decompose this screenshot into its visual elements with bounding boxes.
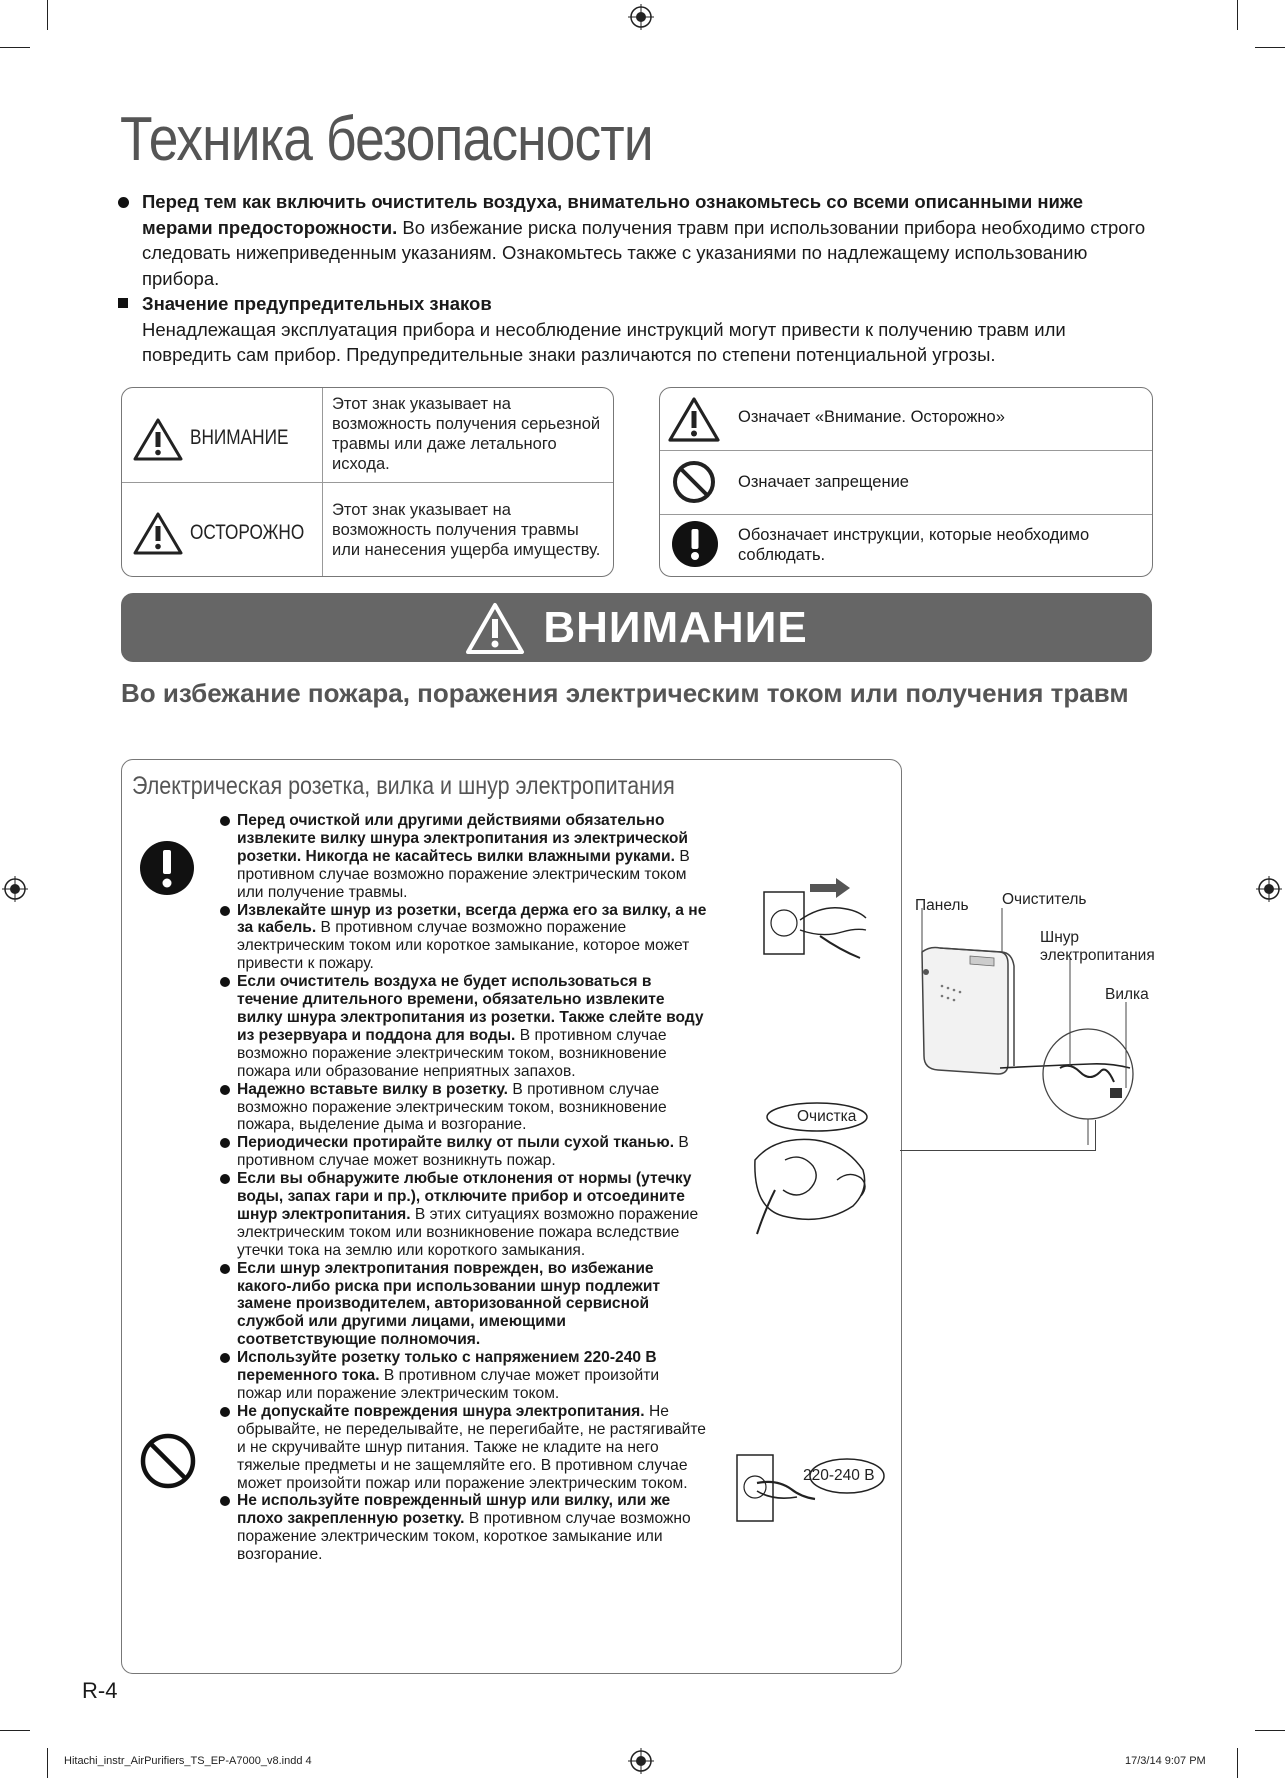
label-panel: Панель [915, 897, 969, 914]
symbol-desc-warning: Означает «Внимание. Осторожно» [738, 408, 1005, 426]
outlet-voltage-illustration [735, 1453, 887, 1525]
warning-triangle-icon [133, 417, 183, 461]
signs-meaning-paragraph [118, 291, 1148, 368]
list-item: Периодически протирайте вилку от пыли сухой тканью. В противном случае может возникнуть пожар. [217, 1134, 707, 1170]
signal-words-table [121, 387, 614, 577]
crop-mark [47, 0, 48, 30]
section-title: Электрическая розетка, вилка и шнур электропитания [132, 772, 675, 800]
label-cord: Шнур электропитания [1040, 929, 1155, 964]
warning-triangle-icon [133, 511, 183, 555]
registration-mark-icon [628, 1748, 654, 1774]
intro-section [118, 189, 1148, 368]
list-item: Извлекайте шнур из розетки, всегда держа его за вилку, а не за кабель. В противном случае возможно поражение электрическим током или короткое замыкание, которое может привести к пожару. [217, 902, 707, 974]
section-subheading: Во избежание пожара, поражения электрическим током или получения травм [121, 678, 1129, 708]
list-item: Не используйте поврежденный шнур или вилку, или же плохо закрепленную розетку. В противном случае возможно поражение электрическим током, короткое замыкание или возгорание. [217, 1492, 707, 1564]
warning-triangle-icon [465, 601, 525, 655]
list-item: Если очиститель воздуха не будет использоваться в течение длительного времени, обязательно извлеките вилку шнура электропитания из розетки. Также слейте воду из резервуара и поддона для воды. В противном случае возможно поражение электрическим током, возникновение пожара или образование неприятных запахов. [217, 973, 707, 1080]
banner-title: ВНИМАНИЕ [543, 602, 808, 652]
signal-desc-warning: Этот знак указывает на возможность получения серьезной травмы или даже летального исхода. [332, 395, 601, 473]
crop-mark [1255, 1730, 1285, 1731]
intro-text: Во избежание риска получения травм при использовании прибора необходимо строго следовать нижеприведенным указаниям. Ознакомьтесь также с указаниями по надлежащему использованию прибора. [142, 216, 1146, 289]
list-item: Используйте розетку только с напряжением 220-240 В переменного тока. В противном случае может произойти пожар или поражение электрическим током. [217, 1349, 707, 1403]
registration-mark-icon [1256, 876, 1282, 902]
page-number: R-4 [82, 1678, 118, 1703]
footer-date: 17/3/14 9:07 PM [1125, 1755, 1206, 1767]
prohibition-icon [139, 1432, 197, 1490]
page-title: Техника безопасности [120, 105, 653, 174]
label-plug: Вилка [1105, 986, 1149, 1003]
safety-items-list [217, 812, 707, 1564]
signs-meaning-text: Ненадлежащая эксплуатация прибора и несоблюдение инструкций могут привести к получению травм или повредить сам прибор. Предупредительные знаки различаются по степени потенциальной угрозы. [142, 318, 1066, 365]
warning-triangle-icon [668, 396, 720, 442]
signal-word-caution: ОСТОРОЖНО [190, 521, 305, 544]
crop-mark [47, 1748, 48, 1778]
signs-meaning-heading: Значение предупредительных знаков [142, 293, 492, 314]
square-bullet-icon [118, 298, 128, 308]
unplug-illustration [760, 878, 872, 960]
symbols-table [659, 387, 1153, 577]
signal-word-warning: ВНИМАНИЕ [190, 426, 289, 449]
crop-mark [1255, 47, 1285, 48]
list-item: Если вы обнаружите любые отклонения от нормы (утечку воды, запах гари и пр.), отключите прибор и отсоедините шнур электропитания. В этих ситуациях возможно поражение электрическим током или возникновение пожара вследствие утечки тока на землю или короткого замыкания. [217, 1170, 707, 1260]
label-cleaning: Очистка [797, 1108, 857, 1125]
registration-mark-icon [628, 4, 654, 30]
signal-desc-caution: Этот знак указывает на возможность получения травмы или нанесения ущерба имуществу. [332, 501, 601, 559]
list-item: Не допускайте повреждения шнура электропитания. Не обрывайте, не переделывайте, не перегибайте, не растягивайте и не скручивайте шнур питания. Также не кладите на него тяжелые предметы и не защемляйте его. В противном случае может произойти пожар или поражение электрическим током. [217, 1403, 707, 1493]
divider [660, 450, 1152, 451]
divider [122, 482, 613, 483]
intro-paragraph [118, 189, 1148, 291]
crop-mark [1237, 0, 1238, 30]
crop-mark [0, 1730, 30, 1731]
warning-banner [121, 593, 1152, 662]
mandatory-icon [139, 840, 195, 896]
list-item: Перед очисткой или другими действиями обязательно извлеките вилку шнура электропитания из электрической розетки. Никогда не касайтесь вилки влажными руками. В противном случае возможно поражение электрическим током или получение травмы. [217, 812, 707, 902]
footer-filename: Hitachi_instr_AirPurifiers_TS_EP-A7000_v8.indd 4 [64, 1755, 312, 1767]
prohibition-icon [671, 459, 717, 505]
registration-mark-icon [2, 876, 28, 902]
list-item: Надежно вставьте вилку в розетку. В противном случае возможно поражение электрическим током, возникновение пожара, выделение дыма и возгорание. [217, 1081, 707, 1135]
bullet-icon [118, 197, 129, 208]
divider [660, 514, 1152, 515]
symbol-desc-prohibition: Означает запрещение [738, 473, 909, 491]
list-item: Если шнур электропитания поврежден, во избежание какого-либо риска при использовании шнур подлежит замене производителем, авторизованной сервисной службой или другими лицами, имеющими соответствующие полномочия. [217, 1260, 707, 1350]
crop-mark [1237, 1748, 1238, 1778]
intro-bold-text: Перед тем как включить очиститель воздуха, внимательно ознакомьтесь со всеми описанными ниже мерами предосторожности. [142, 191, 1084, 238]
leader-line [1095, 1120, 1096, 1151]
leader-line [900, 1150, 1096, 1151]
crop-mark [0, 47, 30, 48]
label-cleaner: Очиститель [1002, 891, 1087, 908]
symbol-desc-mandatory: Обозначает инструкции, которые необходимо соблюдать. [738, 526, 1090, 564]
mandatory-icon [671, 520, 719, 568]
label-voltage: 220-240 В [803, 1467, 875, 1484]
